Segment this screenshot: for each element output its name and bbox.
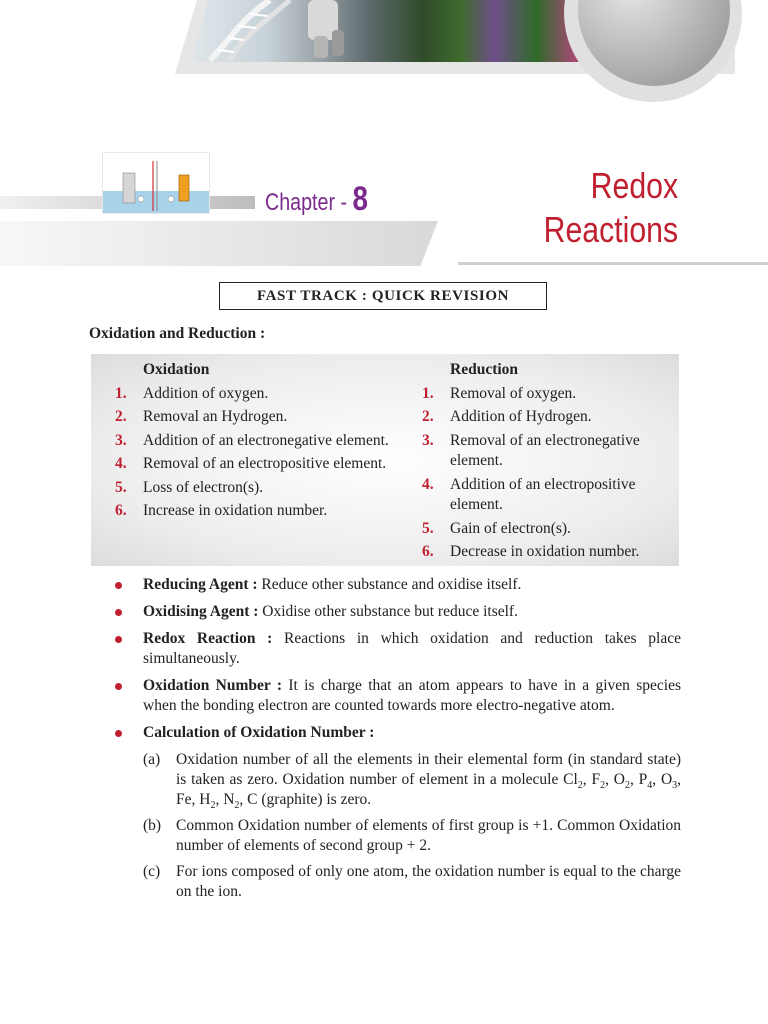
banner-rule (458, 262, 768, 265)
fast-track-box: FAST TRACK : QUICK REVISION (219, 282, 547, 310)
bullet-dot-icon (115, 582, 122, 589)
definitions-list (115, 575, 681, 908)
list-item (416, 542, 676, 563)
page-title (544, 164, 678, 252)
formula-o2: $O_2$ (613, 771, 630, 792)
chapter-label (265, 180, 368, 219)
item-text: Addition of Hydrogen. (450, 408, 592, 425)
bullet-term: Oxidising Agent : (143, 603, 259, 620)
item-text: Addition of oxygen. (143, 384, 269, 402)
item-number: 5. (422, 519, 434, 537)
item-number: 6. (115, 502, 127, 519)
item-number: 3. (422, 431, 434, 449)
bullet-text: It is charge that an atom appears to have in a given species when the bonding electron are counted towards more electro-negative atom. (143, 677, 681, 714)
bullet-reducing-agent (115, 575, 681, 595)
comparison-panel (91, 354, 679, 566)
item-text: Gain of electron(s). (450, 519, 571, 537)
item-number: 5. (115, 478, 127, 496)
list-item (416, 431, 676, 472)
bullet-term: Oxidation Number : (143, 677, 283, 694)
bullet-text: Reduce other substance and oxidise itself. (257, 576, 522, 593)
oxidation-heading: Oxidation (143, 361, 210, 378)
bullet-term: Calculation of Oxidation Number : (143, 724, 375, 741)
bullet-dot-icon (115, 609, 122, 616)
item-number: 4. (115, 455, 127, 472)
bullet-term: Reducing Agent : (143, 576, 258, 593)
banner-stripe (0, 221, 438, 266)
oxidation-column (109, 360, 399, 525)
rule-text: Common Oxidation number of elements of first group is +1. Common Oxidation number of elements of second group + 2. (176, 817, 681, 854)
dna-helix-icon (200, 0, 300, 62)
formula-n2: $N_2$ (223, 791, 240, 812)
item-text: Removal an Hydrogen. (143, 408, 288, 425)
bullet-dot-icon (115, 636, 122, 643)
rule-text: Oxidation number of all the elements in their elemental form (in standard state) is taken as zero. Oxidation number of element in a molecule (176, 751, 681, 788)
list-item (109, 454, 399, 475)
bullet-calculation (115, 723, 681, 743)
formula-f2: $F_2$ (591, 771, 606, 792)
list-item (109, 384, 399, 405)
title-line-1: Redox (590, 165, 678, 206)
bullet-oxidation-number (115, 676, 681, 716)
bullet-redox-reaction (115, 629, 681, 669)
formula-p4: $P_4$ (638, 771, 653, 792)
item-number: 2. (115, 408, 127, 425)
bullet-term: Redox Reaction : (143, 630, 273, 647)
item-number: 6. (422, 543, 434, 560)
calc-rule-c (115, 862, 681, 902)
list-item (416, 384, 676, 405)
bullet-text: Reactions in which oxidation and reduction takes place simultaneously. (143, 630, 681, 667)
reduction-heading: Reduction (450, 361, 519, 378)
electrolysis-illustration (102, 152, 210, 214)
list-item (109, 407, 399, 428)
list-item (109, 431, 399, 452)
list-item (416, 475, 676, 516)
item-text: Increase in oxidation number. (143, 502, 328, 519)
calc-rule-b (115, 816, 681, 856)
list-item (109, 501, 399, 522)
bullet-oxidising-agent (115, 602, 681, 622)
formula-cl2: $Cl_2$ (563, 771, 583, 792)
item-text: Addition of an electronegative element. (143, 431, 389, 449)
item-text: Decrease in oxidation number. (450, 543, 640, 560)
title-line-2: Reactions (543, 209, 678, 250)
item-number: 4. (422, 475, 434, 493)
rule-label: (c) (143, 863, 161, 880)
formula-fe: Fe (176, 791, 192, 808)
item-text: Addition of an electropositive element. (450, 475, 636, 513)
reduction-column (416, 360, 676, 566)
section-heading: Oxidation and Reduction : (89, 325, 266, 342)
item-text: Removal of oxygen. (450, 384, 577, 402)
list-item (416, 407, 676, 428)
rule-tail: C (graphite) is zero. (247, 791, 372, 808)
formula-h2: $H_2$ (199, 791, 216, 812)
rule-label: (a) (143, 751, 161, 768)
item-number: 1. (422, 384, 434, 402)
chapter-label-text: Chapter - (265, 189, 353, 216)
bullet-dot-icon (115, 683, 122, 690)
list-item (109, 478, 399, 499)
bullet-text: Oxidise other substance but reduce itself. (258, 603, 518, 620)
rule-label: (b) (143, 817, 162, 834)
chapter-number: 8 (352, 180, 369, 218)
item-number: 2. (422, 408, 434, 425)
bullet-dot-icon (115, 730, 122, 737)
item-number: 3. (115, 431, 127, 449)
item-text: Removal of an electronegative element. (450, 431, 640, 469)
item-text: Removal of an electropositive element. (143, 455, 387, 472)
microscope-icon (300, 0, 360, 62)
calc-rule-a: (a) Oxidation number of all the elements in their elemental form (in standard state) is taken as zero. Oxidation number of element in a molecule $Cl_2$, $F_2$, $O_2$, $P_4$, $O_3$, Fe, $H_2$, $N_2$, C (graphite) is zero. (143, 751, 682, 812)
item-number: 1. (115, 384, 127, 402)
rule-text: For ions composed of only one atom, the oxidation number is equal to the charge on the ion. (176, 863, 681, 900)
list-item (416, 519, 676, 540)
item-text: Loss of electron(s). (143, 478, 264, 496)
formula-o3: $O_3$ (660, 771, 678, 792)
